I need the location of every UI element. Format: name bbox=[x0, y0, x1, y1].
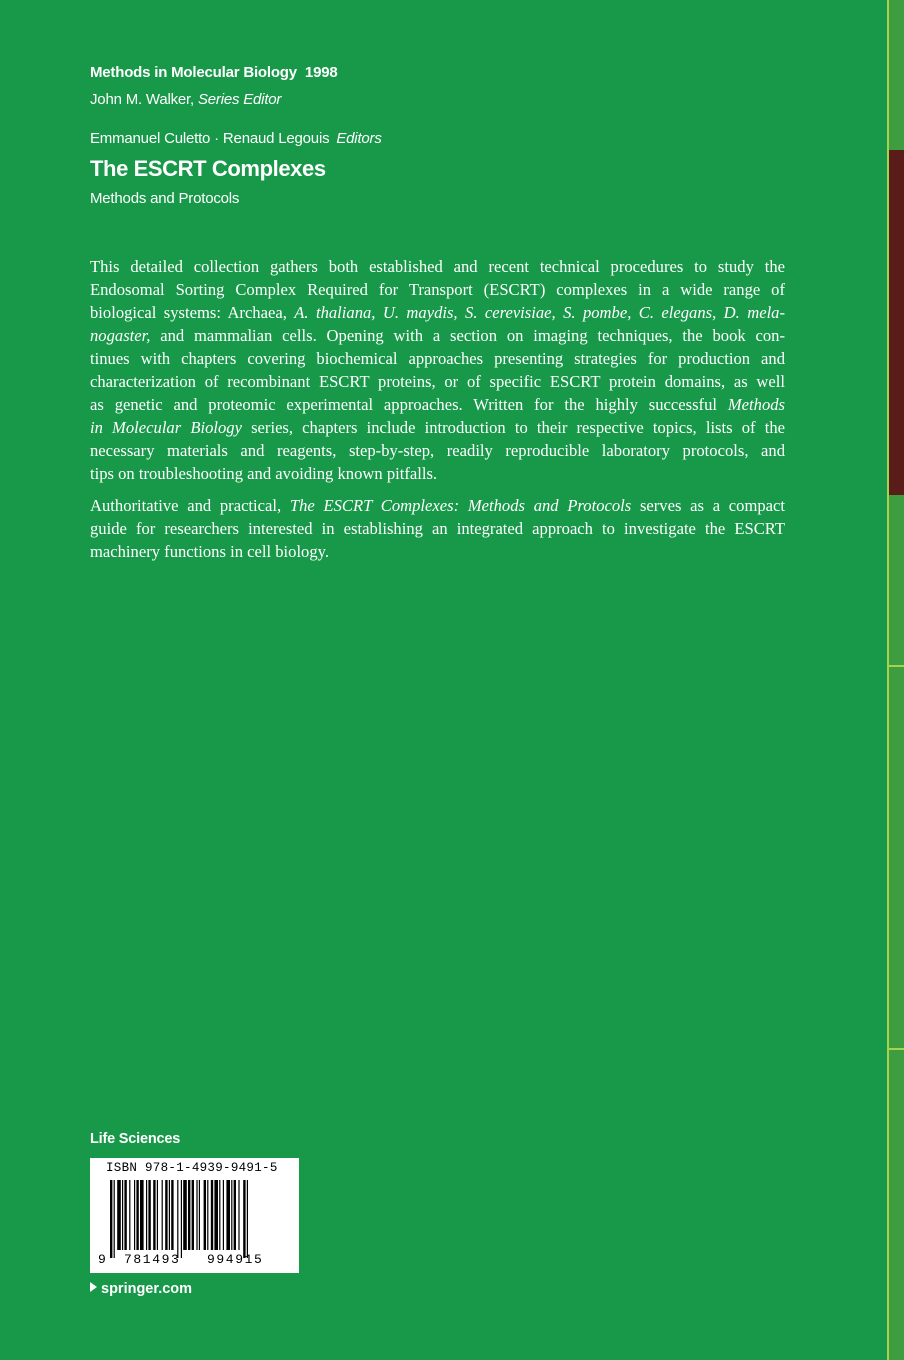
barcode-bar bbox=[136, 1180, 138, 1250]
barcode-bar bbox=[157, 1180, 158, 1250]
website-text: springer.com bbox=[101, 1281, 193, 1297]
book-title: The ESCRT Complexes bbox=[90, 156, 326, 181]
barcode-bar bbox=[238, 1180, 239, 1250]
spine-dark-band bbox=[889, 150, 904, 495]
barcode-bar bbox=[204, 1180, 206, 1250]
blurb-line: Endosomal Sorting Complex Required for Transport (ESCRT) complexes in a wide range of bbox=[90, 280, 785, 299]
blurb-line: This detailed collection gathers both established and recent technical procedures to study the bbox=[90, 257, 785, 276]
barcode-bar bbox=[148, 1180, 150, 1250]
barcode-bar bbox=[234, 1180, 236, 1250]
series-number: 1998 bbox=[304, 64, 338, 81]
barcode-bar bbox=[177, 1180, 178, 1258]
website-link[interactable] bbox=[90, 1281, 192, 1297]
barcode-bar bbox=[247, 1180, 248, 1258]
barcode-bar bbox=[114, 1180, 115, 1258]
series-name: Methods in Molecular Biology bbox=[90, 64, 297, 81]
barcode-bar bbox=[231, 1180, 232, 1250]
blurb-line: in Molecular Biology series, chapters include introduction to their respective topics, lists of the bbox=[90, 418, 785, 437]
barcode-bar bbox=[214, 1180, 218, 1250]
barcode-bar bbox=[243, 1180, 245, 1258]
blurb-paragraph-2 bbox=[90, 494, 785, 563]
book-subtitle: Methods and Protocols bbox=[90, 190, 240, 207]
barcode-bar bbox=[192, 1180, 194, 1250]
spine-tick-1 bbox=[889, 665, 904, 667]
barcode-bar bbox=[122, 1180, 123, 1250]
series-editor bbox=[90, 91, 281, 108]
barcode-bars bbox=[90, 1158, 299, 1273]
blurb-line: machinery functions in cell biology. bbox=[90, 542, 330, 561]
isbn-text: ISBN 978-1-4939-9491-5 bbox=[106, 1161, 278, 1175]
barcode-bar bbox=[153, 1180, 155, 1250]
editors-line bbox=[90, 130, 382, 147]
barcode-digit-first: 9 bbox=[98, 1252, 108, 1267]
blurb-line: as genetic and proteomic experimental approaches. Written for the highly successful Methods bbox=[90, 395, 785, 414]
blurb-line: nogaster, and mammalian cells. Opening with a section on imaging techniques, the book con- bbox=[90, 326, 785, 345]
barcode-bar bbox=[199, 1180, 200, 1250]
blurb-line: guide for researchers interested in establishing an integrated approach to investigate the ESCRT bbox=[90, 519, 785, 538]
barcode-bar bbox=[207, 1180, 208, 1250]
barcode-bar bbox=[226, 1180, 230, 1250]
subject-category: Life Sciences bbox=[90, 1131, 181, 1147]
arrow-right-icon bbox=[90, 1282, 97, 1292]
barcode-bar bbox=[169, 1180, 170, 1250]
blurb-line: tips on troubleshooting and avoiding known pitfalls. bbox=[90, 464, 438, 483]
barcode-bar bbox=[196, 1180, 197, 1250]
barcode-bar bbox=[124, 1180, 126, 1250]
barcode-bar bbox=[211, 1180, 213, 1250]
barcode-digits-right: 994915 bbox=[207, 1252, 264, 1267]
barcode-bar bbox=[183, 1180, 187, 1250]
barcode-bar bbox=[223, 1180, 224, 1250]
series-editor-name: John M. Walker, bbox=[90, 91, 194, 108]
barcode-bar bbox=[110, 1180, 112, 1258]
series-heading bbox=[90, 64, 338, 81]
editor-names: Emmanuel Culetto · Renaud Legouis bbox=[90, 130, 330, 147]
barcode-bar bbox=[129, 1180, 130, 1250]
barcode-bar bbox=[162, 1180, 163, 1250]
barcode-bar bbox=[117, 1180, 121, 1250]
barcode-bar bbox=[140, 1180, 144, 1250]
barcode-bar bbox=[219, 1180, 220, 1250]
spine-tick-2 bbox=[889, 1048, 904, 1050]
blurb-paragraph-1 bbox=[90, 255, 785, 485]
series-editor-role: Series Editor bbox=[197, 91, 282, 108]
barcode-bar bbox=[188, 1180, 190, 1250]
barcode-bar bbox=[171, 1180, 173, 1250]
barcode-bar bbox=[134, 1180, 135, 1250]
barcode-bar bbox=[146, 1180, 147, 1250]
blurb-line: necessary materials and reagents, step-by-step, readily reproducible laboratory protocols, and bbox=[90, 441, 785, 460]
blurb-line: biological systems: Archaea, A. thaliana, U. maydis, S. cerevisiae, S. pombe, C. elegans, D. mela- bbox=[90, 303, 786, 322]
blurb-line: tinues with chapters covering biochemical approaches presenting strategies for production and bbox=[90, 349, 785, 368]
editors-role: Editors bbox=[336, 130, 382, 147]
blurb bbox=[90, 255, 785, 572]
barcode-digits-left: 781493 bbox=[124, 1252, 181, 1267]
isbn-barcode bbox=[90, 1158, 299, 1273]
barcode-bar bbox=[181, 1180, 182, 1258]
barcode-bar bbox=[165, 1180, 167, 1250]
blurb-line: characterization of recombinant ESCRT proteins, or of specific ESCRT protein domains, as well bbox=[90, 372, 785, 391]
blurb-line: Authoritative and practical, The ESCRT Complexes: Methods and Protocols serves as a compact bbox=[90, 496, 785, 515]
